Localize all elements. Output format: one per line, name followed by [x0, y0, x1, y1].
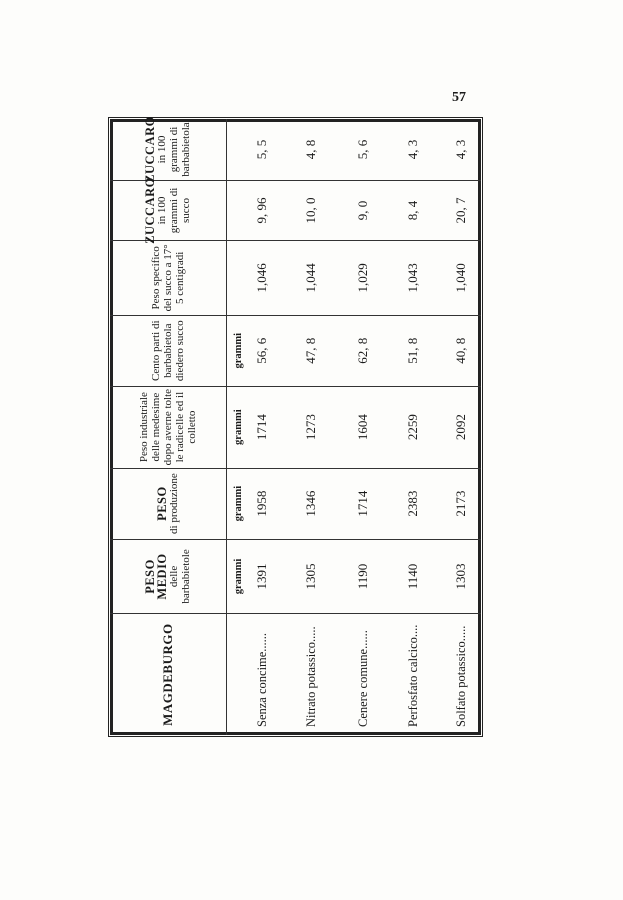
row-label: Cenere comune......: [356, 630, 370, 727]
table-cell: 1714: [254, 414, 269, 441]
column-peso-medio: [110, 539, 481, 614]
header-peso-medio: [110, 540, 227, 614]
header-subtitle: Peso specifico del succo a 17° 5 centigradi: [150, 244, 186, 312]
table-cell: 1,046: [254, 263, 269, 293]
table-cell: 9, 0: [355, 200, 370, 221]
header-title: PESO MEDIO: [143, 553, 169, 600]
table-cell: 8, 4: [405, 200, 420, 221]
table-cell: 2383: [405, 490, 420, 517]
table-cell: 1305: [303, 563, 318, 590]
column-peso-industriale: [110, 386, 481, 468]
header-title: ZUCCARO: [143, 177, 157, 244]
table-cell: 1958: [254, 490, 269, 517]
header-cento-parti: [110, 316, 227, 386]
header-peso-industriale: [110, 387, 227, 468]
table-cell: 1,044: [303, 263, 318, 293]
table-cell: 1,043: [405, 263, 420, 293]
table-cell: 56, 6: [254, 337, 269, 364]
column-peso-produzione: [110, 468, 481, 539]
table-cell: 4, 3: [453, 139, 468, 160]
table-cell: 62, 8: [355, 337, 370, 364]
column-peso-specifico: [110, 240, 481, 315]
header-zuccaro-succo: [110, 177, 227, 244]
table-cell: 2092: [453, 414, 468, 441]
table-cell: 1273: [303, 414, 318, 441]
column-location: [110, 613, 481, 735]
table-cell: 20, 7: [453, 197, 468, 224]
table-cell: 47, 8: [303, 337, 318, 364]
row-label: Senza concime......: [255, 632, 269, 727]
table-cell: 4, 8: [303, 139, 318, 160]
header-title: ZUCCARO: [143, 116, 157, 183]
row-label: Perfosfato calcico....: [406, 624, 420, 727]
table-cell: 1303: [453, 563, 468, 590]
header-location: MAGDEBURGO: [110, 614, 227, 735]
table-cell: 1190: [355, 563, 370, 590]
table-cell: 1,040: [453, 263, 468, 293]
header-subtitle: delle barbabietole: [168, 549, 192, 604]
header-subtitle: Peso industriale delle medesime dopo averne tolte le radicelle ed il colletto: [138, 388, 198, 466]
table-cell: 40, 8: [453, 337, 468, 364]
table-cell: 2173: [453, 490, 468, 517]
table-cell: 5, 6: [355, 139, 370, 160]
page-number: 57: [452, 90, 466, 105]
column-zuccaro-succo: [110, 177, 481, 244]
header-subtitle: di produzione: [168, 473, 180, 534]
unit-label: grammi: [233, 409, 244, 445]
table-cell: 1140: [405, 563, 420, 590]
table-cell: 10, 0: [303, 197, 318, 224]
table-cell: 9, 96: [254, 197, 269, 224]
table-cell: 51, 8: [405, 337, 420, 364]
column-zuccaro-barbabietola: [110, 116, 481, 183]
row-label: Solfato potassico.....: [454, 625, 468, 727]
header-peso-specifico: [110, 241, 227, 315]
table-cell: 1,029: [355, 263, 370, 293]
table-cell: 5, 5: [254, 139, 269, 160]
table-cell: 4, 3: [405, 139, 420, 160]
table-cell: 1714: [355, 490, 370, 517]
table-cell: 1391: [254, 563, 269, 590]
table-rotated-content: [110, 116, 481, 735]
row-label: Nitrato potassico.....: [304, 626, 318, 727]
column-cento-parti: [110, 315, 481, 386]
unit-label: grammi: [233, 558, 244, 595]
header-peso-produzione: [110, 469, 227, 539]
header-subtitle: in 100 grammi di barbabietola: [156, 122, 192, 177]
header-subtitle: in 100 grammi di succo: [156, 187, 192, 234]
unit-label: grammi: [233, 485, 244, 522]
header-subtitle: Cento parti di barbabietola diedero succo: [150, 320, 186, 382]
table-cell: 2259: [405, 414, 420, 441]
header-title: PESO: [155, 486, 169, 521]
unit-label: grammi: [233, 332, 244, 369]
data-table: [110, 116, 481, 735]
table-cell: 1346: [303, 490, 318, 517]
header-zuccaro-barbabietola: [110, 116, 227, 183]
table-cell: 1604: [355, 414, 370, 441]
